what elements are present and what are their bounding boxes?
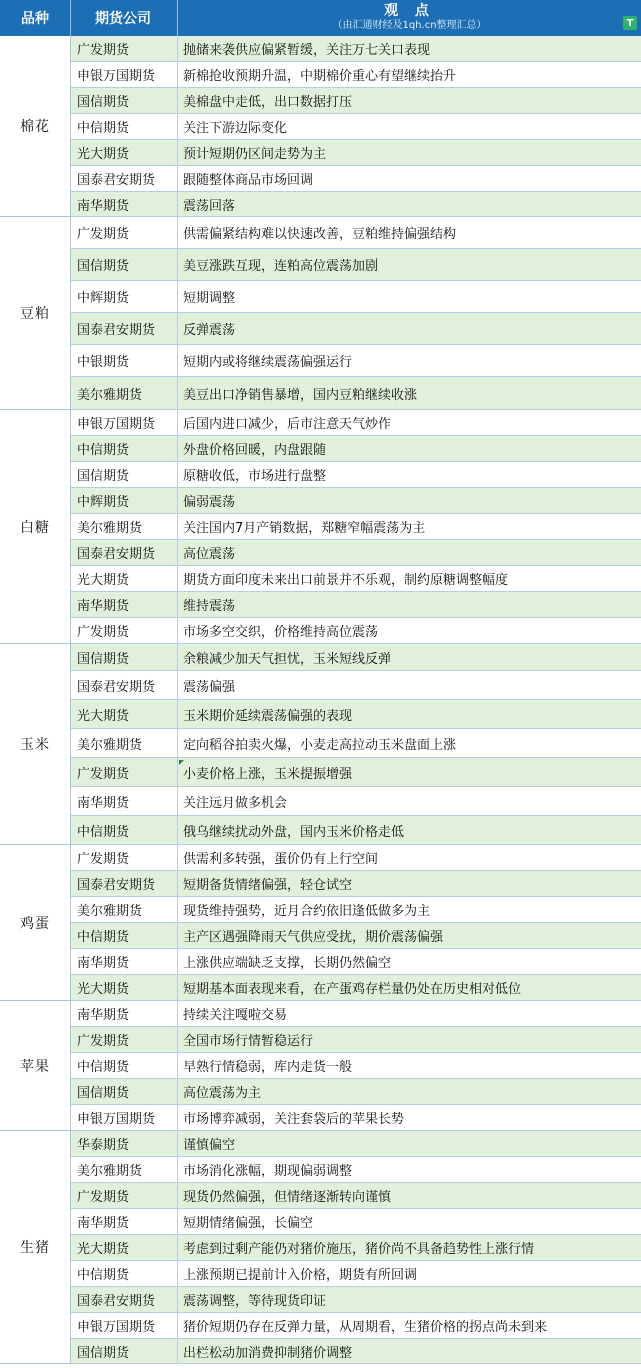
view-cell: 上涨供应端缺乏支撑，长期仍然偏空 (183, 956, 392, 971)
company-cell: 国信期货 (71, 1079, 178, 1104)
header-variety: 品种 (0, 0, 71, 36)
company-cell: 中信期货 (71, 923, 178, 948)
table-row (71, 1183, 641, 1209)
view-cell: 原糖收低，市场进行盘整 (183, 469, 327, 484)
table-row (71, 313, 641, 345)
view-cell: 关注下游边际变化 (183, 121, 288, 136)
table-row (71, 618, 641, 644)
table-row (71, 62, 641, 88)
view-cell: 考虑到过剩产能仍对猪价施压，猪价尚不具备趋势性上涨行情 (183, 1242, 535, 1257)
view-cell: 猪价短期仍存在反弹力量，从周期看，生猪价格的拐点尚未到来 (183, 1320, 548, 1335)
company-cell: 国信期货 (71, 1339, 178, 1363)
table-row (71, 1157, 641, 1183)
view-cell: 期货方面印度未来出口前景并不乐观，制约原糖调整幅度 (183, 573, 509, 588)
view-cell: 短期调整 (183, 291, 236, 306)
view-cell: 玉米期价延续震荡偏强的表现 (183, 708, 353, 724)
company-cell: 国泰君安期货 (71, 313, 178, 344)
company-cell: 美尔雅期货 (71, 729, 178, 757)
view-cell: 反弹震荡 (183, 323, 236, 338)
company-cell: 光大期货 (71, 566, 178, 591)
company-cell: 南华期货 (71, 592, 178, 617)
company-cell: 申银万国期货 (71, 1313, 178, 1338)
company-cell: 南华期货 (71, 192, 178, 216)
table-row (71, 436, 641, 462)
company-cell: 国泰君安期货 (71, 166, 178, 191)
header-view (178, 0, 641, 36)
company-cell: 广发期货 (71, 1027, 178, 1052)
company-cell: 中信期货 (71, 436, 178, 461)
table-row (71, 816, 641, 845)
view-cell: 现货维持强势，近月合约依旧逢低做多为主 (183, 904, 431, 919)
view-cell: 后国内进口减少，后市注意天气炒作 (183, 417, 392, 432)
view-cell: 供需利多转强，蛋价仍有上行空间 (183, 852, 379, 867)
view-cell: 关注国内7月产销数据，郑糖窄幅震荡为主 (183, 521, 426, 536)
company-cell: 国信期货 (71, 462, 178, 487)
view-cell: 市场多空交织，价格维持高位震荡 (183, 625, 379, 640)
company-cell: 南华期货 (71, 1209, 178, 1234)
company-cell: 申银万国期货 (71, 410, 178, 435)
view-cell: 市场博弈减弱，关注套袋后的苹果长势 (183, 1112, 405, 1127)
company-cell: 南华期货 (71, 949, 178, 974)
company-cell: 光大期货 (71, 975, 178, 1000)
table-row (71, 897, 641, 923)
view-cell: 抛储来袭供应偏紧暂缓，关注万七关口表现 (183, 43, 431, 58)
table-row (71, 1313, 641, 1339)
company-cell: 华泰期货 (71, 1131, 178, 1156)
company-cell: 国泰君安期货 (71, 540, 178, 565)
table-row (71, 671, 641, 700)
company-cell: 中银期货 (71, 345, 178, 376)
table-row (71, 140, 641, 166)
table-row (71, 871, 641, 897)
company-cell: 中信期货 (71, 1053, 178, 1078)
table-row (71, 192, 641, 217)
variety-cell: 棉花 (0, 36, 71, 217)
variety-cell: 苹果 (0, 1001, 71, 1131)
view-cell: 震荡偏强 (183, 679, 236, 695)
company-cell: 中信期货 (71, 1261, 178, 1286)
table-row (71, 975, 641, 1001)
variety-cell: 生猪 (0, 1131, 71, 1364)
view-cell: 主产区遇强降雨天气供应受扰，期价震荡偏强 (183, 930, 444, 945)
table-row (71, 166, 641, 192)
company-cell: 美尔雅期货 (71, 514, 178, 539)
view-cell: 新棉抢收预期升温，中期棉价重心有望继续抬升 (183, 69, 457, 84)
table-row (71, 1235, 641, 1261)
table-row (71, 114, 641, 140)
view-cell: 跟随整体商品市场回调 (183, 173, 314, 188)
table-row (71, 1079, 641, 1105)
view-cell: 余粮减少加天气担忧，玉米短线反弹 (183, 651, 392, 667)
company-cell: 光大期货 (71, 1235, 178, 1260)
view-cell: 短期备货情绪偏强，轻仓试空 (183, 878, 353, 893)
company-cell: 广发期货 (71, 36, 178, 61)
company-cell: 广发期货 (71, 845, 178, 870)
view-cell: 短期内或将继续震荡偏强运行 (183, 355, 353, 370)
view-cell: 上涨预期已提前计入价格，期货有所回调 (183, 1268, 418, 1283)
table-row (71, 281, 641, 313)
view-cell: 震荡回落 (183, 198, 236, 214)
company-cell: 中辉期货 (71, 281, 178, 312)
view-cell: 短期情绪偏强，长偏空 (183, 1216, 314, 1231)
view-cell: 定向稻谷拍卖火爆，小麦走高拉动玉米盘面上涨 (183, 737, 457, 753)
header-view-subtitle: （由汇通财经及1qh.cn整理汇总） (332, 20, 487, 31)
view-cell: 出栏松动加消费抑制猪价调整 (183, 1345, 353, 1361)
company-cell: 申银万国期货 (71, 62, 178, 87)
variety-cell: 玉米 (0, 644, 71, 845)
table-row (71, 949, 641, 975)
view-cell: 现货仍然偏强，但情绪逐渐转向谨慎 (183, 1190, 392, 1205)
view-cell: 高位震荡为主 (183, 1086, 262, 1101)
table-row (71, 88, 641, 114)
company-cell: 中信期货 (71, 816, 178, 844)
table-row (71, 345, 641, 377)
table-row (71, 1053, 641, 1079)
view-cell: 美豆涨跌互现，连粕高位震荡加剧 (183, 259, 379, 274)
table-row (71, 1287, 641, 1313)
table-row (71, 758, 641, 787)
company-cell: 广发期货 (71, 758, 178, 786)
company-cell: 南华期货 (71, 787, 178, 815)
table-row (71, 1001, 641, 1027)
table-row (71, 1105, 641, 1131)
table-row (71, 592, 641, 618)
view-cell: 供需偏紧结构难以快速改善，豆粕维持偏强结构 (183, 227, 457, 242)
company-cell: 申银万国期货 (71, 1105, 178, 1130)
company-cell: 广发期货 (71, 217, 178, 248)
view-cell: 美豆出口净销售暴增，国内豆粕继续收涨 (183, 387, 418, 403)
view-cell: 预计短期仍区间走势为主 (183, 147, 327, 162)
company-cell: 国泰君安期货 (71, 671, 178, 699)
table-row (71, 1261, 641, 1287)
company-cell: 光大期货 (71, 700, 178, 728)
table-row (71, 377, 641, 410)
company-cell: 国信期货 (71, 644, 178, 670)
company-cell: 广发期货 (71, 1183, 178, 1208)
table-row (71, 514, 641, 540)
view-cell: 美棉盘中走低，出口数据打压 (183, 95, 353, 110)
view-cell: 短期基本面表现来看，在产蛋鸡存栏量仍处在历史相对低位 (183, 982, 522, 997)
cell-comment-marker-icon (179, 760, 184, 765)
variety-cell: 豆粕 (0, 217, 71, 410)
company-cell: 国泰君安期货 (71, 871, 178, 896)
company-cell: 国泰君安期货 (71, 1287, 178, 1312)
table-row (71, 1209, 641, 1235)
variety-cell: 白糖 (0, 410, 71, 644)
table-row (71, 1339, 641, 1364)
view-cell: 关注远月做多机会 (183, 795, 288, 811)
header-company: 期货公司 (71, 0, 178, 36)
table-row (71, 729, 641, 758)
view-cell: 偏弱震荡 (183, 495, 236, 510)
table-row (71, 36, 641, 62)
table-row (71, 462, 641, 488)
view-cell: 俄乌继续扰动外盘，国内玉米价格走低 (183, 824, 405, 840)
company-cell: 美尔雅期货 (71, 1157, 178, 1182)
table-row (71, 644, 641, 671)
company-cell: 美尔雅期货 (71, 897, 178, 922)
view-cell: 市场消化涨幅，期现偏弱调整 (183, 1164, 353, 1179)
table-row (71, 923, 641, 949)
variety-cell: 鸡蛋 (0, 845, 71, 1001)
view-cell: 维持震荡 (183, 599, 236, 614)
watermark-logo-icon: T (623, 16, 637, 30)
table-row (71, 249, 641, 281)
table-row (71, 845, 641, 871)
table-row (71, 566, 641, 592)
table-row (71, 1027, 641, 1053)
table-row (71, 700, 641, 729)
table-row (71, 488, 641, 514)
view-cell: 高位震荡 (183, 547, 236, 562)
table-header (0, 0, 641, 36)
view-cell: 持续关注嘎啦交易 (183, 1008, 288, 1023)
company-cell: 国信期货 (71, 88, 178, 113)
table-row (71, 410, 641, 436)
view-cell: 谨慎偏空 (183, 1138, 236, 1153)
table-row (71, 217, 641, 249)
company-cell: 南华期货 (71, 1001, 178, 1026)
company-cell: 中信期货 (71, 114, 178, 139)
company-cell: 广发期货 (71, 618, 178, 643)
company-cell: 国信期货 (71, 249, 178, 280)
company-cell: 美尔雅期货 (71, 377, 178, 409)
header-view-title: 观 点 (384, 3, 435, 19)
table-row (71, 1131, 641, 1157)
table-row (71, 540, 641, 566)
view-cell: 震荡调整，等待现货印证 (183, 1294, 327, 1309)
view-cell: 外盘价格回暖，内盘跟随 (183, 443, 327, 458)
view-cell: 小麦价格上涨，玉米提振增强 (183, 766, 353, 782)
company-cell: 中辉期货 (71, 488, 178, 513)
table-row (71, 787, 641, 816)
company-cell: 光大期货 (71, 140, 178, 165)
view-cell: 全国市场行情暂稳运行 (183, 1034, 314, 1049)
view-cell: 早熟行情稳弱，库内走货一般 (183, 1060, 353, 1075)
